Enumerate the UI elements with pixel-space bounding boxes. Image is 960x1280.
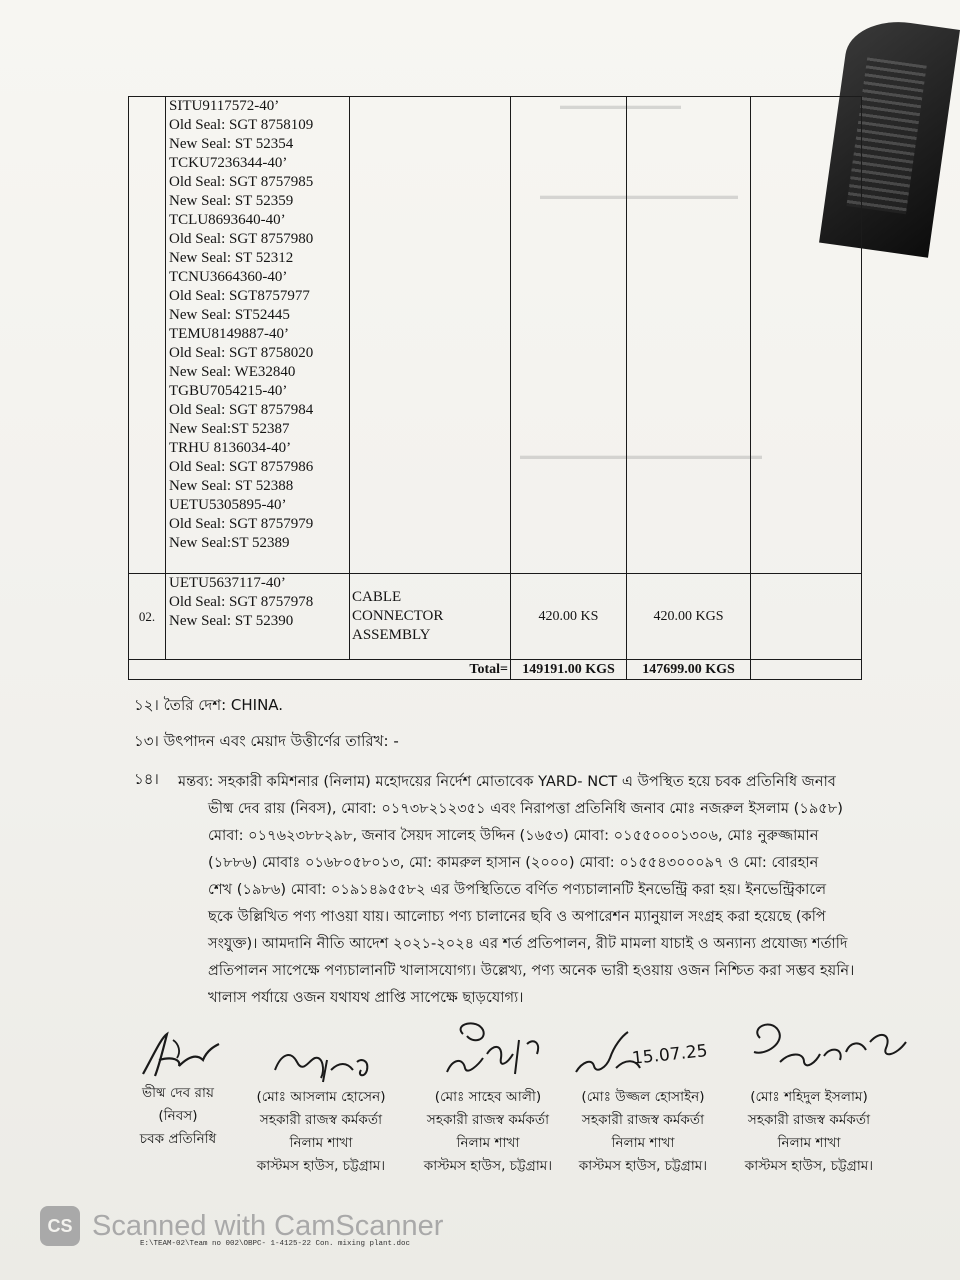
container-list-cell [166, 97, 350, 574]
signature-with-date [566, 1028, 720, 1086]
camscanner-logo-icon: CS [40, 1206, 80, 1246]
total-declared: 149191.00 KGS [511, 659, 627, 679]
remarks-line: খালাস পর্যায়ে ওজন যথাযথ প্রাপ্তি সাপেক্ষে ছাড়যোগ্য। [208, 989, 524, 1006]
goods-table [128, 96, 862, 680]
container-number: TGBU7054215-40’ [169, 383, 288, 399]
new-seal: New Seal: WE32840 [169, 364, 296, 380]
remarks-line: শেখ (১৯৮৬) মোবা: ০১৯১৪৯৫৫৮২ এর উপস্থিতিতে বর্ণিত পণ্যচালানটি ইনভেন্ট্রি করা হয়। ইনভেন্ট্রিকালে [208, 881, 827, 898]
old-seal: Old Seal: SGT 8757986 [169, 459, 314, 475]
container-number: SITU9117572-40’ [169, 98, 280, 114]
remarks-paragraph [178, 768, 872, 1011]
container-entry [169, 496, 349, 553]
signatory-address: কাস্টমস হাউস, চট্টগ্রাম। [578, 1158, 708, 1174]
container-number: TEMU8149887-40’ [169, 326, 289, 342]
container-entry [169, 382, 349, 439]
handwritten-signature [133, 1026, 223, 1082]
new-seal: New Seal:ST 52389 [169, 535, 290, 551]
remarks-cell [751, 97, 862, 574]
old-seal: Old Seal: SGT 8757985 [169, 174, 314, 190]
container-entry [169, 154, 349, 211]
old-seal: Old Seal: SGT 8757979 [169, 516, 314, 532]
container-entry [169, 268, 349, 325]
signature-block [118, 1026, 238, 1151]
remarks-number: ১৪। [134, 770, 159, 788]
signatory-office: নিলাম শাখা [777, 1135, 841, 1151]
signatory-office: চবক প্রতিনিধি [139, 1131, 217, 1147]
signature-block [246, 1040, 396, 1178]
old-seal: Old Seal: SGT 8758020 [169, 345, 314, 361]
signatory-designation: সহকারী রাজস্ব কর্মকর্তা [259, 1112, 383, 1128]
handwritten-signature [720, 1012, 910, 1086]
signatory-designation: সহকারী রাজস্ব কর্মকর্তা [426, 1112, 550, 1128]
signatory-name: ভীষ্ম দেব রায় [142, 1085, 214, 1101]
old-seal: Old Seal: SGT8757977 [169, 288, 310, 304]
signatory-office: নিলাম শাখা [456, 1135, 520, 1151]
old-seal: Old Seal: SGT 8757984 [169, 402, 314, 418]
remarks-line: ছকে উল্লিখিত পণ্য পাওয়া যায়। আলোচ্য পণ্য চালানের ছবি ও অপারেশন ম্যানুয়াল সংগ্রহ করা হয়েছে (কপি [208, 908, 826, 925]
remarks-line: মোবা: ০১৭৬২৩৮৮২৯৮, জনাব সৈয়দ সালেহ উদ্দিন (১৬৫৩) মোবা: ০১৫৫০০০১৩০৬, মোঃ নুরুজ্জামান [208, 827, 819, 844]
container-entry [169, 325, 349, 382]
description-line: CABLE [352, 588, 402, 605]
description-cell [350, 97, 511, 574]
remarks-heading-line: মন্তব্য: সহকারী কমিশনার (নিলাম) মহোদয়ের নির্দেশ মোতাবেক YARD- NCT এ উপস্থিত হয়ে চবক প্রতিনিধি জনাব [178, 773, 836, 790]
signatory-designation: সহকারী রাজস্ব কর্মকর্তা [747, 1112, 871, 1128]
container-number: UETU5637117-40’ [169, 574, 286, 591]
total-found: 147699.00 KGS [627, 659, 751, 679]
container-entry [169, 97, 349, 154]
new-seal: New Seal:ST 52387 [169, 421, 290, 437]
serial-cell: 02. [129, 573, 166, 659]
remarks-line: (১৮৮৬) মোবাঃ ০১৬৮০৫৮০১৩, মো: কামরুল হাসান (২০০০) মোবা: ০১৫৫৪৩০০০৯৭ ও মো: বোরহান [208, 854, 819, 871]
handwritten-signature [261, 1040, 381, 1086]
remarks-cell [751, 573, 862, 659]
signature-block [408, 1014, 568, 1178]
remarks-line: প্রতিপালন সাপেক্ষে পণ্যচালানটি খালাসযোগ্য। উল্লেখ্য, পণ্য অনেক ভারী হওয়ায় ওজন নিশ্চিত করা সম্ভব হয়নি। [208, 962, 855, 979]
handwritten-signature [423, 1014, 553, 1086]
signatory-name: (মোঃ আসলাম হোসেন) [256, 1089, 386, 1105]
signatory-address: কাস্টমস হাউস, চট্টগ্রাম। [423, 1158, 553, 1174]
container-entry [169, 439, 349, 496]
new-seal: New Seal: ST 52354 [169, 136, 294, 152]
table-row [129, 97, 862, 574]
container-number: UETU5305895-40’ [169, 497, 287, 513]
old-seal: Old Seal: SGT 8757980 [169, 231, 314, 247]
signatory-name: (মোঃ উজ্জল হোসাইন) [581, 1089, 705, 1105]
description-line: ASSEMBLY [352, 626, 431, 643]
signatory-name: (মোঃ শহিদুল ইসলাম) [750, 1089, 868, 1105]
container-number: TCLU8693640-40’ [169, 212, 286, 228]
remarks-line: ভীষ্ম দেব রায় (নিবস), মোবা: ০১৭৩৮২১২৩৫১ এবং নিরাপত্তা প্রতিনিধি জনাব মোঃ নজরুল ইসলাম (১৯৫৮) [208, 800, 843, 817]
description-line: CONNECTOR [352, 607, 444, 624]
signatory-office: নিলাম শাখা [289, 1135, 353, 1151]
bleed-through: ▬▬▬▬▬▬▬▬▬▬▬ [560, 100, 681, 112]
bleed-through: ▬▬▬▬▬▬▬▬▬▬▬▬▬▬▬▬▬▬ [540, 190, 738, 202]
container-list-cell [166, 573, 350, 659]
container-entry [169, 574, 349, 631]
signatory-name: (মোঃ সাহেব আলী) [434, 1089, 542, 1105]
container-entry [169, 211, 349, 268]
old-seal: Old Seal: SGT 8757978 [169, 593, 314, 610]
signature-block [566, 1028, 720, 1178]
found-qty-cell: 420.00 KGS [627, 573, 751, 659]
bleed-through: ▬▬▬▬▬▬▬▬▬▬▬▬▬▬▬▬▬▬▬▬▬▬ [520, 450, 762, 462]
manufacture-expiry-date: ১৩। উৎপাদন এবং মেয়াদ উত্তীর্ণের তারিখ: - [134, 732, 399, 750]
signatory-designation: সহকারী রাজস্ব কর্মকর্তা [581, 1112, 705, 1128]
container-number: TCKU7236344-40’ [169, 155, 288, 171]
declared-qty-cell: 420.00 KS [511, 573, 627, 659]
new-seal: New Seal: ST52445 [169, 307, 290, 323]
container-number: TRHU 8136034-40’ [169, 440, 292, 456]
serial-cell [129, 97, 166, 574]
new-seal: New Seal: ST 52359 [169, 193, 294, 209]
table-row [129, 573, 862, 659]
container-number: TCNU3664360-40’ [169, 269, 288, 285]
document-file-path: E:\TEAM-02\Team no 002\OBPC- 1-4125-22 Con. mixing plant.doc [140, 1240, 411, 1248]
total-row [129, 659, 862, 679]
new-seal: New Seal: ST 52390 [169, 612, 294, 629]
signatory-designation: (নিবস) [158, 1108, 198, 1124]
signatory-address: কাস্টমস হাউস, চট্টগ্রাম। [256, 1158, 386, 1174]
new-seal: New Seal: ST 52312 [169, 250, 294, 266]
found-qty-cell [627, 97, 751, 574]
description-cell [350, 573, 511, 659]
signature-date: 15.07.25 [631, 1041, 709, 1069]
total-label: Total= [129, 659, 511, 679]
old-seal: Old Seal: SGT 8758109 [169, 117, 314, 133]
signatory-office: নিলাম শাখা [611, 1135, 675, 1151]
total-remarks [751, 659, 862, 679]
signatory-address: কাস্টমস হাউস, চট্টগ্রাম। [744, 1158, 874, 1174]
remarks-line: সংযুক্ত)। আমদানি নীতি আদেশ ২০২১-২০২৪ এর শর্ত প্রতিপালন, রীট মামলা যাচাই ও অন্যান্য প্রযোজ্য শর্তাদি [208, 935, 848, 952]
country-of-origin: ১২। তৈরি দেশ: CHINA. [134, 696, 284, 714]
declared-qty-cell [511, 97, 627, 574]
camscanner-text: Scanned with CamScanner [92, 1209, 444, 1242]
signature-block [724, 1012, 894, 1178]
new-seal: New Seal: ST 52388 [169, 478, 294, 494]
